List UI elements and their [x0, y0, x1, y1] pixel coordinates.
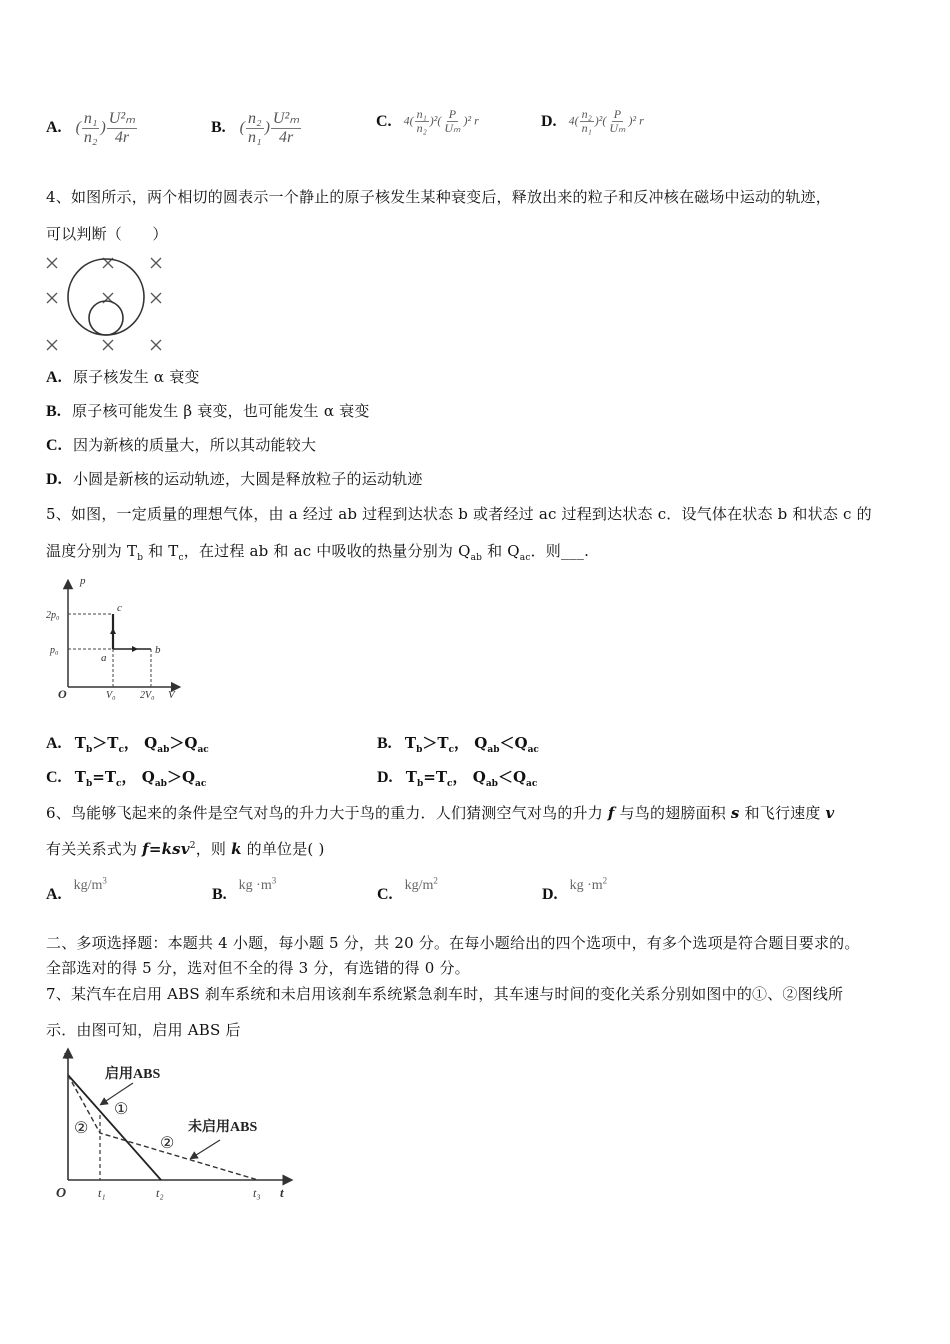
- large-circle-track: [68, 259, 144, 335]
- q4-magnetic-field-figure: [40, 250, 180, 360]
- option-label: A.: [46, 119, 62, 137]
- q5-option-d[interactable]: D. $T_b=T_c$， $Q_{ab}<Q_{ac}$: [377, 768, 538, 789]
- svg-text:①: ①: [114, 1101, 129, 1118]
- q4-option-d[interactable]: D. 小圆是新核的运动轨迹，大圆是释放粒子的运动轨迹: [46, 470, 423, 488]
- q6-stem-line2: 有关关系式为 f=ksv$^2$，则 k 的单位是( ): [46, 840, 325, 858]
- option-formula: ( $\frac{\text{n₂}}{\text{n₁}}$ ) $\frac{\text{U²ₘ}}{4r}$: [239, 110, 300, 146]
- q4-option-c[interactable]: C. 因为新核的质量大，所以其动能较大: [46, 436, 317, 454]
- q5-option-b[interactable]: B. $T_b>T_c$， $Q_{ab}<Q_{ac}$: [377, 734, 539, 755]
- small-circle-track: [89, 301, 123, 335]
- q6-option-d[interactable]: $D.kg \cdot m^2$: [542, 875, 608, 903]
- svg-text:p: p: [80, 575, 86, 587]
- option-label: B.: [211, 119, 226, 137]
- q7-stem-line2: 示．由图可知，启用 ABS 后: [46, 1021, 241, 1039]
- svg-text:a: a: [101, 652, 107, 664]
- svg-text:t₁: t₁: [98, 1186, 106, 1200]
- q3-options: [46, 100, 926, 160]
- q5-pv-diagram: [44, 572, 189, 707]
- svg-text:c: c: [117, 602, 122, 614]
- svg-text:2p₀: 2p₀: [46, 610, 60, 621]
- option-formula: ( $\frac{\text{n₁}}{\text{n₂}}$ ) $\frac{\text{U²ₘ}}{4r}$: [75, 110, 136, 146]
- svg-text:t₃: t₃: [253, 1186, 261, 1200]
- q3-option-a[interactable]: [46, 110, 138, 146]
- option-label: C.: [376, 112, 392, 130]
- option-formula: 4( $\frac{\text{n₁}}{\text{n₂}}$ )²( $\frac{P}{\text{Uₘ}}$ )² r: [403, 107, 479, 136]
- svg-text:v: v: [64, 1047, 70, 1062]
- svg-text:p₀: p₀: [50, 645, 59, 656]
- q6-option-b[interactable]: $B.kg \cdot m^3$: [212, 875, 277, 903]
- q6-option-a[interactable]: $A.kg/m^3$: [46, 875, 107, 903]
- q4-stem-line1: 4、如图所示，两个相切的圆表示一个静止的原子核发生某种衰变后，释放出来的粒子和反冲核在磁场中运动的轨迹，: [46, 188, 831, 206]
- q3-option-d[interactable]: [541, 108, 644, 135]
- svg-text:V₀: V₀: [106, 690, 116, 701]
- section2-heading-line2: 全部选对的得 5 分，选对但不全的得 3 分，有选错的得 0 分。: [46, 959, 470, 977]
- svg-text:未启用ABS: 未启用ABS: [188, 1120, 258, 1135]
- q6-option-c[interactable]: $C.kg/m^2$: [377, 875, 438, 903]
- q4-stem-line2: 可以判断（ ）: [46, 225, 168, 243]
- section2-heading-line1: 二、多项选择题：本题共 4 小题，每小题 5 分，共 20 分。在每小题给出的四个选项中，有多个选项是符合题目要求的。: [46, 934, 860, 952]
- svg-text:b: b: [155, 644, 161, 656]
- q7-stem-line1: 7、某汽车在启用 ABS 刹车系统和未启用该刹车系统紧急刹车时，其车速与时间的变化关系分别如图中的①、②图线所: [46, 985, 844, 1003]
- q5-stem-line2: 温度分别为 $T_b$ 和 $T_c$，在过程 ab 和 ac 中吸收的热量分别为 $Q_{ab}$ 和 $Q_{ac}$．则___.: [46, 542, 590, 563]
- q3-option-c[interactable]: [376, 108, 479, 135]
- q4-option-b[interactable]: B. 原子核可能发生 β 衰变，也可能发生 α 衰变: [46, 402, 370, 420]
- option-label: D.: [541, 112, 557, 130]
- q3-option-b[interactable]: [211, 110, 302, 146]
- svg-text:启用ABS: 启用ABS: [105, 1067, 161, 1082]
- q6-stem-line1: 6、鸟能够飞起来的条件是空气对鸟的升力大于鸟的重力．人们猜测空气对鸟的升力 f 与鸟的翅膀面积 s 和飞行速度 v: [46, 804, 835, 822]
- svg-text:②: ②: [74, 1120, 89, 1137]
- q4-option-a[interactable]: A. 原子核发生 α 衰变: [46, 368, 200, 386]
- svg-text:t: t: [280, 1185, 284, 1200]
- svg-text:2V₀: 2V₀: [140, 690, 155, 701]
- q5-option-a[interactable]: A. $T_b>T_c$， $Q_{ab}>Q_{ac}$: [46, 734, 209, 755]
- svg-text:②: ②: [160, 1135, 175, 1152]
- q7-vt-graph: [48, 1045, 308, 1205]
- svg-text:O: O: [58, 687, 67, 701]
- svg-text:V: V: [168, 689, 175, 701]
- svg-text:O: O: [56, 1186, 67, 1201]
- q5-stem-line1: 5、如图，一定质量的理想气体，由 a 经过 ab 过程到达状态 b 或者经过 ac 过程到达状态 c．设气体在状态 b 和状态 c 的: [46, 505, 872, 523]
- svg-text:t₂: t₂: [156, 1186, 164, 1200]
- q5-option-c[interactable]: C. $T_b=T_c$， $Q_{ab}>Q_{ac}$: [46, 768, 207, 789]
- option-formula: 4( $\frac{\text{n₂}}{\text{n₁}}$ )²( $\frac{P}{\text{Uₘ}}$ )² r: [568, 107, 644, 136]
